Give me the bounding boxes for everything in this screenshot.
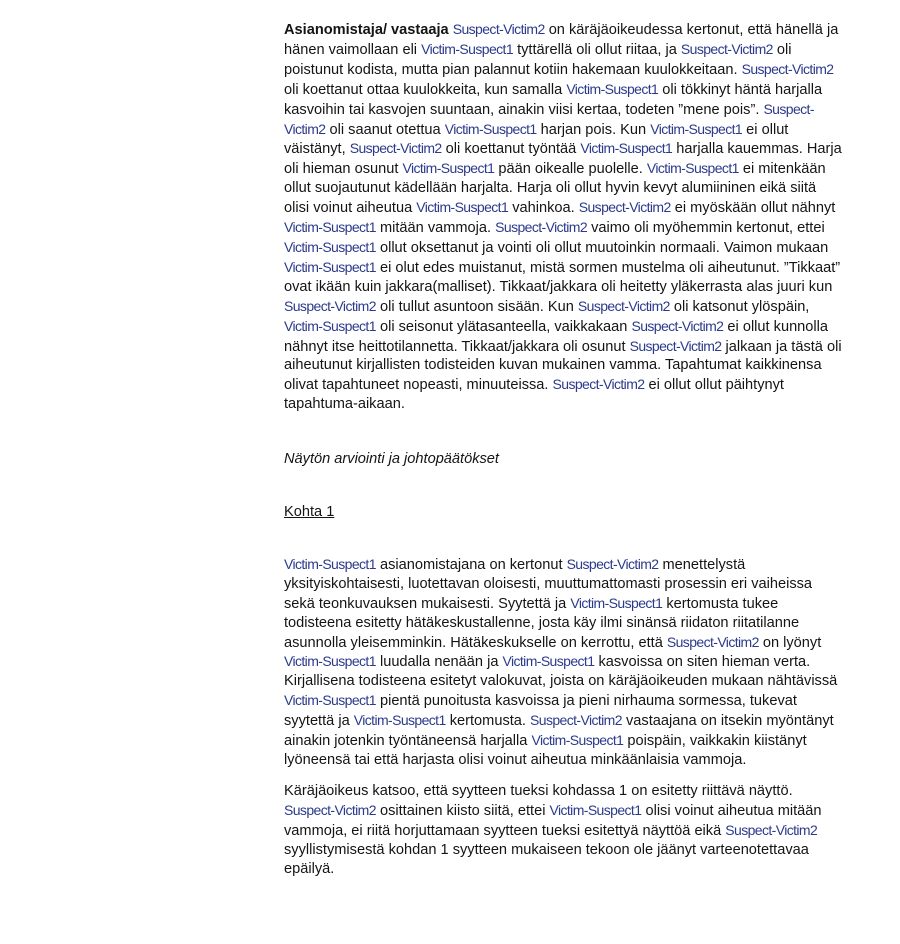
text-run: ollut oksettanut ja vointi oli ollut muutoinkin normaali. Vaimon mukaan	[375, 239, 829, 256]
text-run: oli koettanut työntää	[441, 141, 581, 158]
pseudonym-tag: Suspect-Victim2	[578, 199, 671, 216]
pseudonym-tag: Suspect-Victim2	[666, 633, 759, 650]
text-run: menettelystä yksityiskohtaisesti, luotettavan oloisesti, muuttumattomasti prosessin eri vaiheissa sekä teonkuvauksen mukaisesti. Syytettä ja	[284, 556, 813, 612]
text-run: kasvoissa on siten hieman verta. Kirjallisena todisteena esitetyt valokuvat, joista on käräjäoikeuden mukaan nähtävissä	[284, 654, 838, 690]
pseudonym-tag: Suspect-Victim2	[741, 60, 834, 77]
pseudonym-tag: Suspect-Victim2	[552, 376, 645, 393]
text-run: tyttärellä oli ollut riitaa, ja	[513, 41, 681, 58]
text-run: oli koettanut ottaa kuulokkeita, kun samalla	[284, 81, 567, 98]
party-label: Asianomistaja/ vastaaja	[284, 22, 449, 38]
pseudonym-tag: Victim-Suspect1	[284, 692, 376, 709]
pseudonym-tag: Suspect-Victim2	[452, 21, 545, 37]
text-run: oli tökkinyt häntä harjalla kasvoihin tai kasvojen suuntaan, ainakin viisi kertaa, todeten ”mene pois”.	[284, 81, 823, 118]
text-run: poispäin, vaikkakin kiistänyt lyöneensä tai että harjasta olisi voinut aiheutua minkäänlaisia vammoja.	[284, 733, 807, 768]
paragraph-evidence	[284, 555, 844, 770]
text-run: oli poistunut kodista, mutta pian palannut kotiin hakemaan kuulokkeitaan.	[284, 41, 792, 78]
text-run: harjan pois. Kun	[536, 121, 651, 138]
text-run: vaimo oli myöhemmin kertonut, ettei	[587, 220, 825, 237]
pseudonym-tag: Victim-Suspect1	[502, 653, 595, 670]
pseudonym-tag: Suspect-Victim2	[284, 100, 814, 137]
pseudonym-tag: Victim-Suspect1	[284, 219, 376, 236]
text-run: ei myöskään ollut nähnyt	[670, 200, 836, 217]
text-run: luudalla nenään ja	[375, 654, 503, 671]
text-run: oli tullut asuntoon sisään. Kun	[375, 298, 578, 315]
text-run: oli seisonut ylätasanteella, vaikkakaan	[375, 318, 632, 335]
pseudonym-tag: Victim-Suspect1	[570, 594, 663, 611]
pseudonym-tag: Suspect-Victim2	[629, 337, 722, 354]
text-run: syyllistymisestä kohdan 1 syytteen mukaiseen tekoon ole jäänyt varteenotettavaa epäilyä.	[284, 841, 809, 877]
text-run: pään oikealle puolelle.	[494, 161, 647, 178]
text-run: olisi voinut aiheutua mitään vammoja, ei riitä horjuttamaan syytteen tueksi esitettyä näyttöä eikä	[284, 802, 822, 839]
pseudonym-tag: Victim-Suspect1	[284, 555, 376, 572]
text-run: ei mitenkään ollut suojautunut kädellään harjalta. Harja oli ollut hyvin kevyt alumiininen eikä siitä olisi voinut aiheutua	[284, 161, 826, 217]
text-run: on lyönyt	[758, 634, 822, 651]
paragraph-testimony	[284, 20, 844, 414]
section-heading-evaluation: Näytön arviointi ja johtopäätökset	[284, 451, 499, 468]
pseudonym-tag: Suspect-Victim2	[495, 219, 588, 236]
text-run: pientä punoitusta kasvoissa ja pieni nirhauma sormessa, tukevat syytettä ja	[284, 693, 797, 730]
pseudonym-tag: Suspect-Victim2	[631, 317, 724, 334]
text-run: oli katsonut ylöspäin,	[669, 298, 810, 315]
text-run: vahinkoa.	[508, 200, 579, 217]
text-run: osittainen kiisto siitä, ettei	[375, 802, 550, 819]
pseudonym-tag: Victim-Suspect1	[646, 160, 739, 177]
pseudonym-tag: Suspect-Victim2	[725, 821, 818, 838]
pseudonym-tag: Victim-Suspect1	[531, 732, 624, 749]
pseudonym-tag: Victim-Suspect1	[580, 140, 673, 157]
subsection-heading-kohta-1: Kohta 1	[284, 504, 335, 521]
text-run: oli saanut otettua	[325, 121, 445, 138]
pseudonym-tag: Suspect-Victim2	[284, 297, 376, 314]
pseudonym-tag: Victim-Suspect1	[353, 712, 446, 729]
paragraph-conclusion	[284, 782, 844, 879]
pseudonym-tag: Victim-Suspect1	[444, 120, 537, 137]
text-run: mitään vammoja.	[375, 220, 496, 237]
pseudonym-tag: Victim-Suspect1	[284, 258, 376, 275]
text-run: ei ollut kunnolla nähnyt itse heittotilannetta. Tikkaat/jakkara oli osunut	[284, 318, 829, 355]
document-page	[284, 20, 844, 878]
text-run: kertomusta.	[445, 713, 531, 730]
pseudonym-tag: Victim-Suspect1	[416, 199, 509, 216]
text-run: ei ollut ollut päihtynyt tapahtuma-aikaan.	[284, 377, 784, 413]
pseudonym-tag: Victim-Suspect1	[284, 238, 376, 255]
pseudonym-tag: Victim-Suspect1	[549, 801, 642, 818]
pseudonym-tag: Suspect-Victim2	[680, 40, 773, 57]
pseudonym-tag: Victim-Suspect1	[650, 120, 743, 137]
text-run: on käräjäoikeudessa kertonut, että hänellä ja hänen vaimollaan eli	[284, 22, 839, 58]
text-run: ei ollut väistänyt,	[284, 121, 789, 158]
pseudonym-tag: Suspect-Victim2	[577, 297, 670, 314]
pseudonym-tag: Victim-Suspect1	[284, 653, 376, 670]
pseudonym-tag: Victim-Suspect1	[566, 80, 659, 97]
text-run: harjalla kauemmas. Harja oli hieman osunut	[284, 141, 842, 178]
text-run: ei olut edes muistanut, mistä sormen mustelma oli aiheutunut. ”Tikkaat” ovat ikään kuin jakkara(malliset). Tikkaat/jakkara oli heitetty yläkerrasta alas juuri kun	[284, 259, 841, 295]
pseudonym-tag: Victim-Suspect1	[402, 160, 495, 177]
pseudonym-tag: Suspect-Victim2	[349, 140, 442, 157]
text-run: jalkaan ja tästä oli aiheutunut kirjallisten todisteiden kuvan mukainen vamma. Tapahtumat kaikkinensa olivat tapahtuneet nopeasti, minuuteissa.	[284, 338, 842, 394]
pseudonym-tag: Suspect-Victim2	[566, 555, 659, 572]
pseudonym-tag: Victim-Suspect1	[284, 317, 376, 334]
text-run: kertomusta tukee todisteena esitetty hätäkeskustallenne, josta käy ilmi sinänsä riidaton riitatilanne asunnolla yleisemminkin. Hätäkeskukselle on kerrottu, että	[284, 595, 800, 651]
text-run: asianomistajana on kertonut	[375, 556, 567, 573]
pseudonym-tag: Victim-Suspect1	[421, 40, 514, 57]
pseudonym-tag: Suspect-Victim2	[530, 712, 622, 729]
pseudonym-tag: Suspect-Victim2	[284, 801, 376, 818]
text-run: vastaajana on itsekin myöntänyt ainakin jotenkin työntäneensä harjalla	[284, 713, 834, 750]
text-run: Käräjäoikeus katsoo, että syytteen tueksi kohdassa 1 on esitetty riittävä näyttö.	[284, 782, 793, 799]
